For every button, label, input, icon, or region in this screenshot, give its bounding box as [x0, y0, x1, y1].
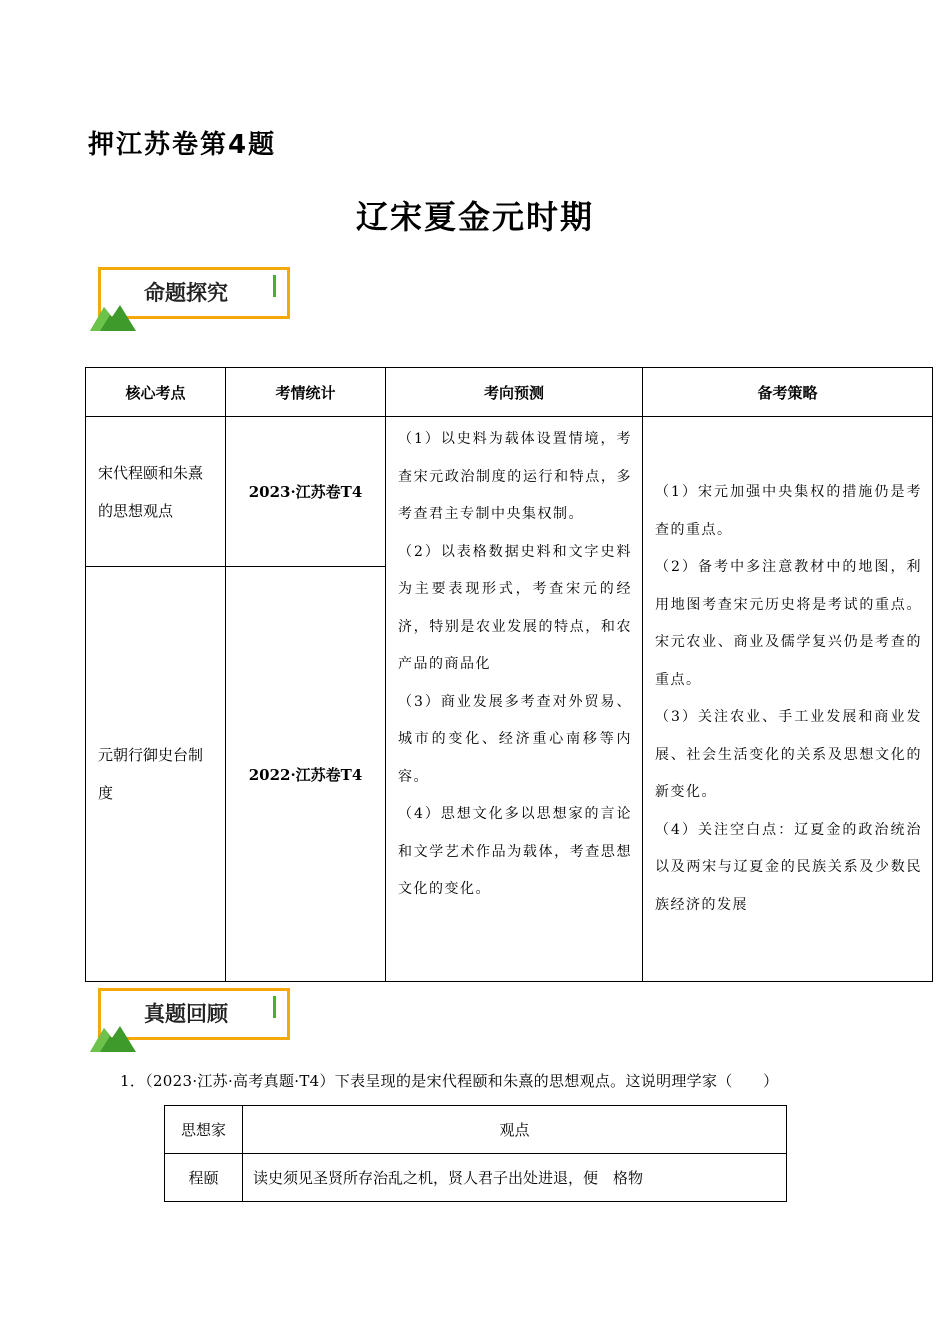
section-badge-explore: [88, 265, 298, 333]
thinker-cell: 程颐: [165, 1154, 243, 1202]
prediction-item: （2）以表格数据史料和文字史料为主要表现形式，考查宋元的经济，特别是农业发展的特点，和农产品的商品化: [398, 543, 632, 672]
header-stats: 考情统计: [226, 368, 386, 417]
exam-overview-table: [85, 367, 933, 982]
section-badge-review: [88, 986, 298, 1054]
prediction-item: （4）思想文化多以思想家的言论和文学艺术作品为载体，考查思想文化的变化。: [398, 806, 632, 897]
strategy-item: （4）关注空白点：辽夏金的政治统治以及两宋与辽夏金的民族关系及少数民族经济的发展: [655, 821, 922, 913]
question-table: [164, 1105, 787, 1202]
table-header-row: [165, 1106, 787, 1154]
stat-cell: 2023·江苏卷T4: [226, 417, 386, 567]
badge-label: 真题回顾: [144, 1002, 228, 1026]
table-row: [86, 417, 933, 567]
strategy-cell: [643, 417, 933, 982]
prediction-cell: [386, 417, 643, 982]
badge-accent-bar: [273, 996, 276, 1018]
strategy-item: （2）备考中多注意教材中的地图，利用地图考查宋元历史将是考试的重点。宋元农业、商业及儒学复兴仍是考查的重点。: [655, 559, 922, 688]
header-core-point: 核心考点: [86, 368, 226, 417]
stat-cell: 2022·江苏卷T4: [226, 567, 386, 982]
view-cell: 读史须见圣贤所存治乱之机，贤人君子出处进退，便 格物: [243, 1154, 787, 1202]
prediction-item: （1）以史料为载体设置情境，考查宋元政治制度的运行和特点，多考查君主专制中央集权制。: [398, 431, 632, 522]
header-prediction: 考向预测: [386, 368, 643, 417]
badge-accent-bar: [273, 275, 276, 297]
page-title: 辽宋夏金元时期: [355, 198, 594, 236]
strategy-item: （3）关注农业、手工业发展和商业发展、社会生活变化的关系及思想文化的新变化。: [655, 709, 922, 800]
core-point-cell: 宋代程颐和朱熹的思想观点: [86, 417, 226, 567]
strategy-item: （1）宋元加强中央集权的措施仍是考查的重点。: [655, 484, 922, 538]
exam-kicker: 押江苏卷第4题: [88, 130, 277, 160]
header-strategy: 备考策略: [643, 368, 933, 417]
question-stem: 1．（2023·江苏·高考真题·T4）下表呈现的是宋代程颐和朱熹的思想观点。这说明理学家（ ）: [120, 1072, 779, 1090]
header-thinker: 思想家: [165, 1106, 243, 1154]
mountain-icon: [88, 1018, 138, 1054]
mountain-icon: [88, 297, 138, 333]
header-view: 观点: [243, 1106, 787, 1154]
table-row: [165, 1154, 787, 1202]
core-point-cell: 元朝行御史台制度: [86, 567, 226, 982]
badge-label: 命题探究: [144, 281, 228, 305]
prediction-item: （3）商业发展多考查对外贸易、城市的变化、经济重心南移等内容。: [398, 693, 632, 785]
table-header-row: [86, 368, 933, 417]
